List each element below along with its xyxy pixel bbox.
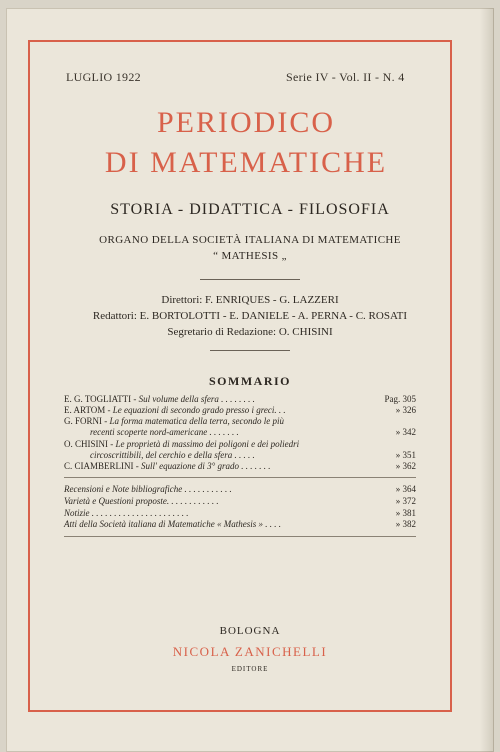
imprint-publisher: NICOLA ZANICHELLI — [172, 644, 328, 659]
title-line-1: PERIODICO — [156, 106, 335, 139]
secretary-line: Segretario di Redazione: O. CHISINI — [167, 326, 333, 338]
editors-line: Redattori: E. BORTOLOTTI - E. DANIELE - A. PERNA - C. ROSATI — [92, 310, 408, 322]
toc-page: Pag. 305 — [384, 394, 416, 404]
toc-title: Sull' equazione di 3° grado . . . . . . . — [141, 461, 271, 471]
subtitle: STORIA - DIDATTICA - FILOSOFIA — [110, 201, 390, 218]
toc-entry — [64, 461, 416, 473]
toc-title: Le equazioni di secondo grado presso i greci. . . — [112, 405, 286, 415]
toc-title: Varietà e Questioni proposte. . . . . . . . . . . . — [64, 496, 219, 506]
toc-author: C. CIAMBERLINI - — [64, 461, 141, 471]
toc-author: G. FORNI - — [64, 416, 110, 426]
toc-title: Recensioni e Note bibliografiche . . . . . . . . . . . — [64, 484, 232, 494]
contents-heading: SOMMARIO — [209, 374, 291, 388]
toc-page: » 381 — [395, 508, 416, 518]
toc-title: Le proprietà di massimo dei poligoni e dei poliedri — [115, 439, 300, 449]
series-volume-number: Serie IV - Vol. II - N. 4 — [286, 70, 405, 84]
directors-line: Direttori: F. ENRIQUES - G. LAZZERI — [161, 294, 339, 306]
toc-page: » 372 — [395, 496, 416, 506]
toc-title: La forma matematica della terra, secondo le più — [109, 416, 284, 426]
toc-author: O. CHISINI - — [64, 439, 116, 449]
toc-page: » 351 — [395, 450, 416, 460]
organ-line-2: “ MATHESIS „ — [213, 250, 287, 262]
title-line-2: DI MATEMATICHE — [104, 146, 388, 179]
toc-page: » 342 — [395, 427, 416, 437]
issue-date: LUGLIO 1922 — [66, 70, 141, 84]
divider-rule — [200, 279, 300, 280]
imprint-city: BOLOGNA — [219, 625, 281, 637]
toc-page: » 362 — [395, 461, 416, 471]
toc-entry — [64, 496, 416, 508]
toc-entry — [64, 484, 416, 496]
toc-title: circoscrittibili, del cerchio e della sfera . . . . . — [90, 450, 255, 460]
toc-entry — [64, 427, 416, 439]
toc-author: E. G. TOGLIATTI - — [64, 394, 139, 404]
organ-line-1: ORGANO DELLA SOCIETÀ ITALIANA DI MATEMATICHE — [99, 234, 401, 246]
magazine-cover — [6, 8, 494, 752]
divider-rule — [210, 350, 290, 351]
toc-separator — [64, 477, 416, 478]
toc-author: E. ARTOM - — [64, 405, 113, 415]
toc-title: recenti scoperte nord-americane . . . . . . . — [90, 427, 239, 437]
toc-title: Notizie . . . . . . . . . . . . . . . . . . . . . . — [64, 508, 189, 518]
toc-title: Sul volume della sfera . . . . . . . . — [138, 394, 255, 404]
toc-title: Atti della Società italiana di Matematiche « Mathesis » . . . . — [64, 519, 281, 529]
toc-page: » 326 — [395, 405, 416, 415]
toc-separator — [64, 536, 416, 537]
toc-page: » 364 — [395, 484, 416, 494]
toc-page: » 382 — [395, 519, 416, 529]
imprint-role: EDITORE — [231, 665, 269, 673]
toc-entry — [64, 519, 416, 531]
